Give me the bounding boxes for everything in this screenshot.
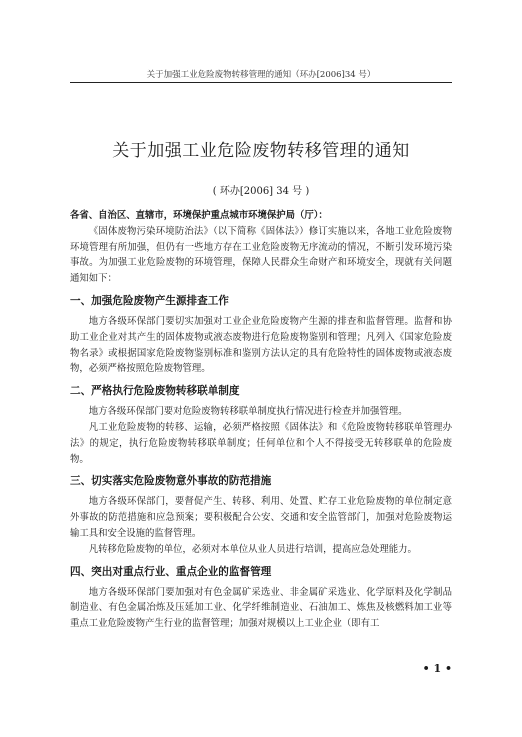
section-heading: 一、加强危险废物产生源排查工作 — [70, 294, 229, 307]
section-paragraph: 地方各级环保部门，要督促产生、转移、利用、处置、贮存工业危险废物的单位制定意外事故的防范措施和应急预案；要积极配合公安、交通和安全监管部门，加强对危险废物运输工具和安全设施的监督管理。 — [70, 496, 452, 539]
document-number: ( 环办[2006] 34 号 ) — [212, 186, 310, 197]
section-paragraph: 凡工业危险废物的转移、运输，必须严格按照《固体法》和《危险废物转移联单管理办法》的规定，执行危险废物转移联单制度；任何单位和个人不得接受无转移联单的危险废物。 — [70, 421, 452, 465]
section-paragraph: 地方各级环保部门要对危险废物转移联单制度执行情况进行检查并加强管理。 — [88, 406, 408, 418]
running-header: 关于加强工业危险废物转移管理的通知（环办[2006]34 号） — [146, 70, 376, 80]
section-heading: 二、严格执行危险废物转移联单制度 — [70, 385, 240, 398]
document-body — [70, 208, 452, 632]
addressee: 各省、自治区、直辖市，环境保护重点城市环境保护局（厅）： — [70, 210, 328, 221]
section-paragraph: 地方各级环保部门要加强对有色金属矿采选业、非金属矿采选业、化学原料及化学制品制造业、有色金属冶炼及压延加工业、化学纤维制造业、石油加工、炼焦及核燃料加工业等重点工业危险废物产生行业的监督管理；加强对规模以上工业企业（即有工 — [70, 586, 452, 630]
section-heading: 四、突出对重点行业、重点企业的监督管理 — [70, 565, 272, 578]
header-rule — [70, 82, 452, 83]
page-number: • 1 • — [422, 662, 452, 675]
section-heading: 三、切实落实危险废物意外事故的防范措施 — [70, 475, 272, 488]
document-title: 关于加强工业危险废物转移管理的通知 — [112, 141, 410, 161]
section-paragraph: 地方各级环保部门要切实加强对工业企业危险废物产生源的排查和监督管理。监督和协助工业企业对其产生的固体废物或液态废物进行危险废物鉴别和管理；凡列入《国家危险废物名录》或根据国家危险废物鉴别标准和鉴别方法认定的具有危险特性的固体废物或液态废物，必须严格按照危险废物管理。 — [70, 315, 452, 375]
intro-paragraph: 《固体废物污染环境防治法》（以下简称《固体法》）修订实施以来，各地工业危险废物环境管理有所加强，但仍有一些地方存在工业危险废物无序流动的情况，不断引发环境污染事故。为加强工业危险废物的环境管理，保障人民群众生命财产和环境安全，现就有关问题通知如下： — [70, 225, 452, 285]
section-paragraph: 凡转移危险废物的单位，必须对本单位从业人员进行培训，提高应急处理能力。 — [88, 543, 417, 555]
